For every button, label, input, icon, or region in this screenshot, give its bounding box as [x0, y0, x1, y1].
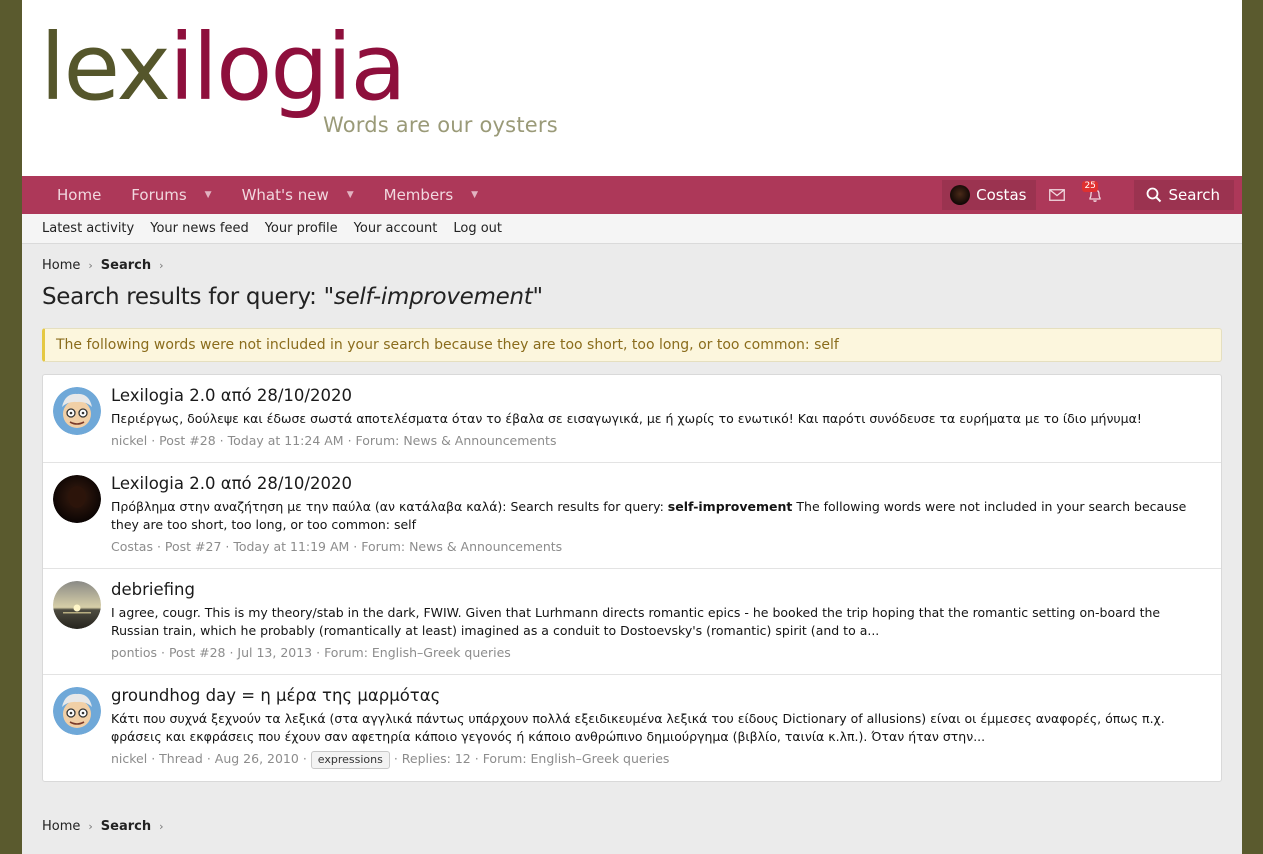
tab-whats-new[interactable] [227, 176, 369, 214]
list-item [43, 463, 1221, 569]
result-forum[interactable]: Forum: News & Announcements [361, 539, 563, 554]
list-item [43, 375, 1221, 463]
site-header [22, 0, 1242, 176]
title-suffix: " [532, 284, 543, 310]
title-query: self-improvement [333, 284, 533, 310]
result-snippet [111, 498, 1201, 534]
search-results-list [42, 374, 1222, 782]
result-kind: Post #28 [159, 433, 216, 448]
search-notice [42, 328, 1222, 362]
chevron-down-icon[interactable]: ▼ [204, 190, 212, 200]
snippet-text-before: Πρόβλημα στην αναζήτηση με την παύλα (αν κατάλαβα καλά): Search results for query: [111, 499, 668, 514]
result-title[interactable]: groundhog day = η μέρα της μαρμότας [111, 686, 441, 705]
breadcrumb-search[interactable]: Search [100, 257, 152, 273]
result-replies: Replies: 12 [401, 751, 471, 766]
user-name: Costas [976, 186, 1027, 204]
result-title[interactable]: Lexilogia 2.0 από 28/10/2020 [111, 474, 352, 493]
snippet-text: I agree, cougr. This is my theory/stab in the dark, FWIW. Given that Lurhmann directs romantic epics - he booked the trip hoping that the romantic setting on-board the Russian train, which he probably (romantically at least) imagined as a conduit to Dostoevsky's (romantic) spirit (and to a... [111, 605, 1161, 638]
inbox-button[interactable] [1038, 180, 1076, 210]
result-meta: Costas · Post #27 · Today at 11:19 AM · Forum: News & Announcements [111, 539, 563, 554]
breadcrumb [22, 816, 172, 836]
result-kind: Post #27 [164, 539, 222, 554]
avatar[interactable] [53, 387, 101, 435]
result-forum[interactable]: Forum: English–Greek queries [482, 751, 670, 766]
alerts-count-badge: 25 [1084, 181, 1096, 191]
result-snippet [111, 604, 1201, 640]
notice-text: The following words were not included in your search because they are too short, too long, or too common: self [56, 337, 839, 353]
logo-part2: ilogia [169, 14, 405, 121]
tab-members[interactable] [369, 176, 493, 214]
snippet-text: Περιέργως, δούλεψε και έδωσε σωστά αποτελέσματα όταν το έβαλα σε εισαγωγικά, με ή χωρίς το ενωτικό! Και παρότι συνόδευσε τα ευρήματα με το ίδιο μήνυμα! [111, 411, 1142, 426]
subnav-latest-activity[interactable]: Latest activity [42, 221, 135, 236]
snippet-highlight: self-improvement [667, 499, 793, 514]
tab-forums-label: Forums [131, 186, 187, 204]
avatar[interactable] [53, 581, 101, 629]
avatar[interactable] [53, 687, 101, 735]
main-navbar [22, 176, 1242, 214]
result-author[interactable]: pontios [111, 645, 158, 660]
result-kind: Post #28 [168, 645, 226, 660]
list-item [43, 569, 1221, 675]
tab-home[interactable] [42, 176, 116, 214]
result-author[interactable]: Costas [111, 539, 153, 554]
sub-navigation [22, 214, 1242, 244]
result-meta: pontios · Post #28 · Jul 13, 2013 · Forum: English–Greek queries [111, 645, 511, 660]
list-item [43, 675, 1221, 781]
chevron-right-icon: › [159, 258, 164, 272]
chevron-right-icon: › [88, 819, 93, 833]
result-snippet [111, 410, 1201, 428]
breadcrumb-home[interactable]: Home [42, 257, 81, 273]
subnav-account[interactable]: Your account [353, 221, 438, 236]
page [22, 0, 1242, 854]
breadcrumb [22, 255, 172, 275]
title-prefix: Search results for query: " [42, 284, 334, 310]
result-forum[interactable]: Forum: English–Greek queries [324, 645, 511, 660]
alerts-button[interactable] [1076, 180, 1114, 210]
tab-home-label: Home [57, 186, 102, 204]
avatar[interactable] [53, 475, 101, 523]
result-author[interactable]: nickel [111, 751, 148, 766]
result-meta: nickel · Post #28 · Today at 11:24 AM · Forum: News & Announcements [111, 433, 557, 448]
result-title[interactable]: Lexilogia 2.0 από 28/10/2020 [111, 386, 352, 405]
result-date[interactable]: Today at 11:24 AM [227, 433, 344, 448]
chevron-right-icon: › [159, 819, 164, 833]
result-snippet [111, 710, 1201, 746]
result-kind: Thread [159, 751, 203, 766]
site-tagline: Words are our oysters [323, 113, 558, 137]
search-button-label: Search [1168, 186, 1220, 204]
envelope-icon [1049, 189, 1065, 201]
avatar [950, 185, 970, 205]
subnav-logout[interactable]: Log out [453, 221, 503, 236]
chevron-right-icon: › [88, 258, 93, 272]
breadcrumb-home[interactable]: Home [42, 818, 81, 834]
result-author[interactable]: nickel [111, 433, 148, 448]
tab-members-label: Members [383, 186, 454, 204]
tag-badge[interactable]: expressions [311, 751, 390, 769]
tab-forums[interactable] [116, 176, 226, 214]
subnav-news-feed[interactable]: Your news feed [150, 221, 249, 236]
tab-whats-new-label: What's new [241, 186, 329, 204]
result-meta: nickel · Thread · Aug 26, 2010 · expressions · Replies: 12 · Forum: English–Greek queries [111, 750, 1201, 769]
result-date[interactable]: Jul 13, 2013 [237, 645, 313, 660]
breadcrumb-search[interactable]: Search [100, 818, 152, 834]
result-title[interactable]: debriefing [111, 580, 195, 599]
search-icon [1146, 187, 1162, 203]
result-date[interactable]: Today at 11:19 AM [233, 539, 350, 554]
page-title [42, 284, 543, 310]
site-logo[interactable] [40, 14, 405, 121]
search-button[interactable] [1134, 180, 1234, 210]
snippet-text: Κάτι που συχνά ξεχνούν τα λεξικά (στα αγγλικά πάντως υπάρχουν πολλά εξειδικευμένα λεξικά του είδους Dictionary of allusions) είναι οι έμμεσες αναφορές, όπως π.χ. φράσεις και εκφράσεις που έχουν σαν αφετηρία κάποιο γεγονός ή κάποιο ανθρώπινο δημιούργημα (βιβλίο, ταινία κ.λπ.). Όταν ήταν στην... [111, 711, 1165, 744]
snippet-text-after: The following words were not included in your search because they are too short, too long, or too common: self [111, 499, 1187, 532]
user-menu-button[interactable] [942, 180, 1036, 210]
result-date[interactable]: Aug 26, 2010 [214, 751, 299, 766]
result-forum[interactable]: Forum: News & Announcements [355, 433, 557, 448]
logo-part1: lex [40, 14, 169, 121]
chevron-down-icon[interactable]: ▼ [346, 190, 354, 200]
chevron-down-icon[interactable]: ▼ [471, 190, 479, 200]
subnav-profile[interactable]: Your profile [264, 221, 338, 236]
